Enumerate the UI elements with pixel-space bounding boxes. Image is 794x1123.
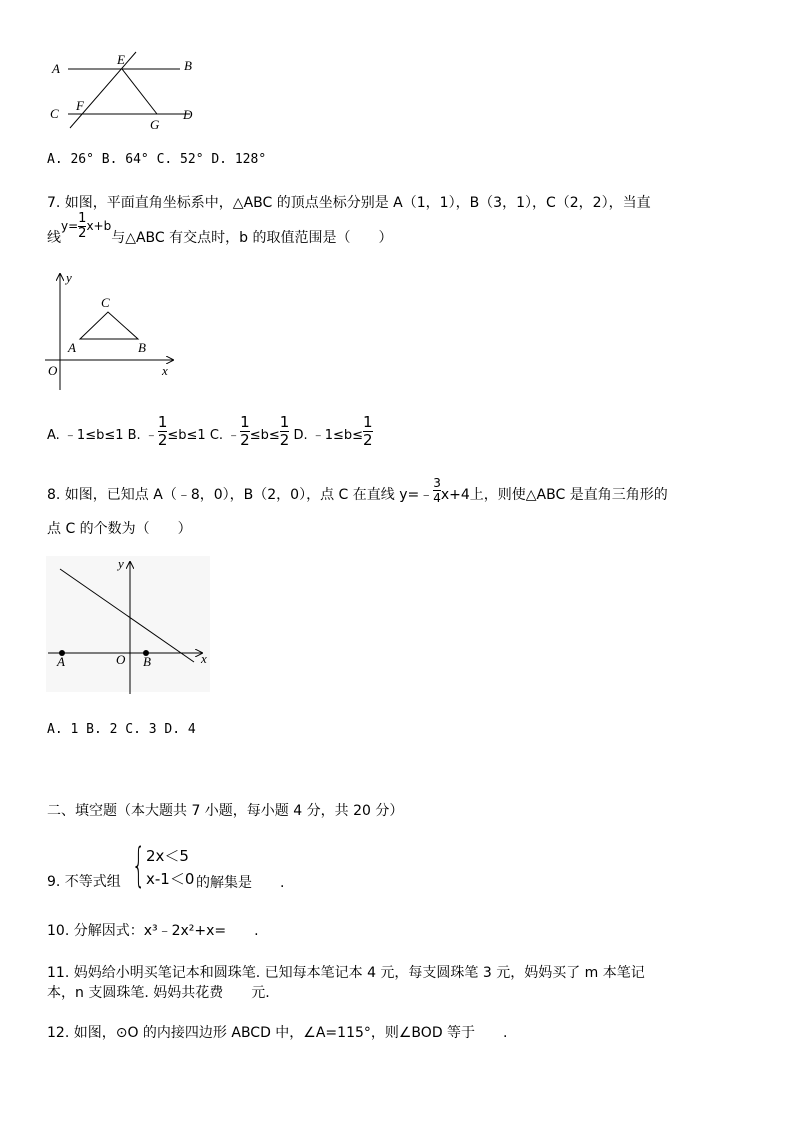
q7-option-c-half-2 [280,414,290,449]
q8-label-x: x [201,651,207,666]
q8-figure [46,556,216,696]
q8-frac-num: 3 [433,476,441,490]
q7-triangle-abc [80,312,138,339]
q8-label-b: B [143,654,151,669]
q6-figure [40,48,210,138]
q8-fraction [433,476,441,505]
label-c: C [50,106,59,121]
label-f: F [76,98,84,113]
transversal-ef [70,52,136,128]
q9-ineq-2: x-1＜0 [146,870,195,888]
q9 [47,846,121,890]
segment-eg [122,69,157,114]
q7-equation [61,211,112,241]
q8-frac-den: 4 [433,491,441,505]
q7-option-c-mid: ≤b≤ [249,428,280,443]
q7-label-y: y [66,270,72,285]
q7-label-x: x [162,363,168,378]
q7-line2-pre: 线 [47,230,61,246]
q8-options: A. 1 B. 2 C. 3 D. 4 [47,722,196,737]
label-e: E [117,52,125,67]
q7-line2-post: 与△ABC 有交点时，b 的取值范围是（ ） [111,230,393,246]
q9-prefix: 9. 不等式组 [47,874,121,890]
q12: 12. 如图，⊙O 的内接四边形 ABCD 中，∠A=115°，则∠BOD 等于 . [47,1025,508,1041]
q7-option-c-half-1 [240,414,250,449]
q7-options [47,414,373,449]
q10: 10. 分解因式：x³﹣2x²+x= . [47,923,259,939]
half-num: 1 [279,413,290,431]
q8-line1 [47,476,668,505]
half-num: 1 [240,413,250,431]
half-den: 2 [240,431,250,449]
q8-line1-post: x+4上，则使△ABC 是直角三角形的 [440,486,668,503]
q7-label-b: B [138,340,146,355]
half-den: 2 [363,431,373,449]
q8-line2: 点 C 的个数为（ ） [47,521,192,537]
label-g: G [150,117,160,132]
q7-eq-den: 2 [78,226,87,241]
q11-line2: 本，n 支圆珠笔. 妈妈共花费 元. [47,985,270,1001]
q7-option-d: D. ﹣1≤b≤ [293,428,364,443]
half-num: 1 [157,413,168,431]
q7-option-b-half [158,414,168,449]
q7-line2 [47,211,393,246]
q7-option-d-half [363,414,373,449]
q9-ineq-1: 2x＜5 [146,847,189,865]
q9-suffix: 的解集是 . [196,875,285,891]
q8-line1-pre: 8. 如图，已知点 A（﹣8，0），B（2，0），点 C 在直线 y=﹣ [47,486,434,503]
q7-eq-num: 1 [78,211,87,226]
label-b: B [184,58,192,73]
q7-eq-y: y= [61,219,79,233]
q7-line1: 7. 如图，平面直角坐标系中，△ABC 的顶点坐标分别是 A（1，1），B（3，1），C（2，2），当直 [47,195,651,211]
section-2-heading: 二、填空题（本大题共 7 小题，每小题 4 分，共 20 分） [47,803,404,819]
q7-label-o: O [48,363,58,378]
half-den: 2 [279,431,290,449]
q8-label-a: A [57,654,65,669]
q8-label-o: O [116,652,126,667]
q7-label-c: C [101,295,110,310]
half-den: 2 [157,431,168,449]
q9-brace: { [132,838,146,892]
q11-line1: 11. 妈妈给小明买笔记本和圆珠笔. 已知每本笔记本 4 元，每支圆珠笔 3 元，妈妈买了 m 本笔记 [47,965,645,981]
q7-option-a: A. ﹣1≤b≤1 B. ﹣ [47,428,158,443]
q7-figure [40,268,190,398]
label-d: D [183,107,193,122]
q7-option-b-tail: ≤b≤1 C. ﹣ [167,428,241,443]
q7-eq-rest: x+b [86,219,112,233]
label-a: A [52,61,60,76]
q6-options: A. 26° B. 64° C. 52° D. 128° [47,152,267,167]
q7-label-a: A [68,340,76,355]
q8-label-y: y [118,556,124,571]
half-num: 1 [363,413,373,431]
